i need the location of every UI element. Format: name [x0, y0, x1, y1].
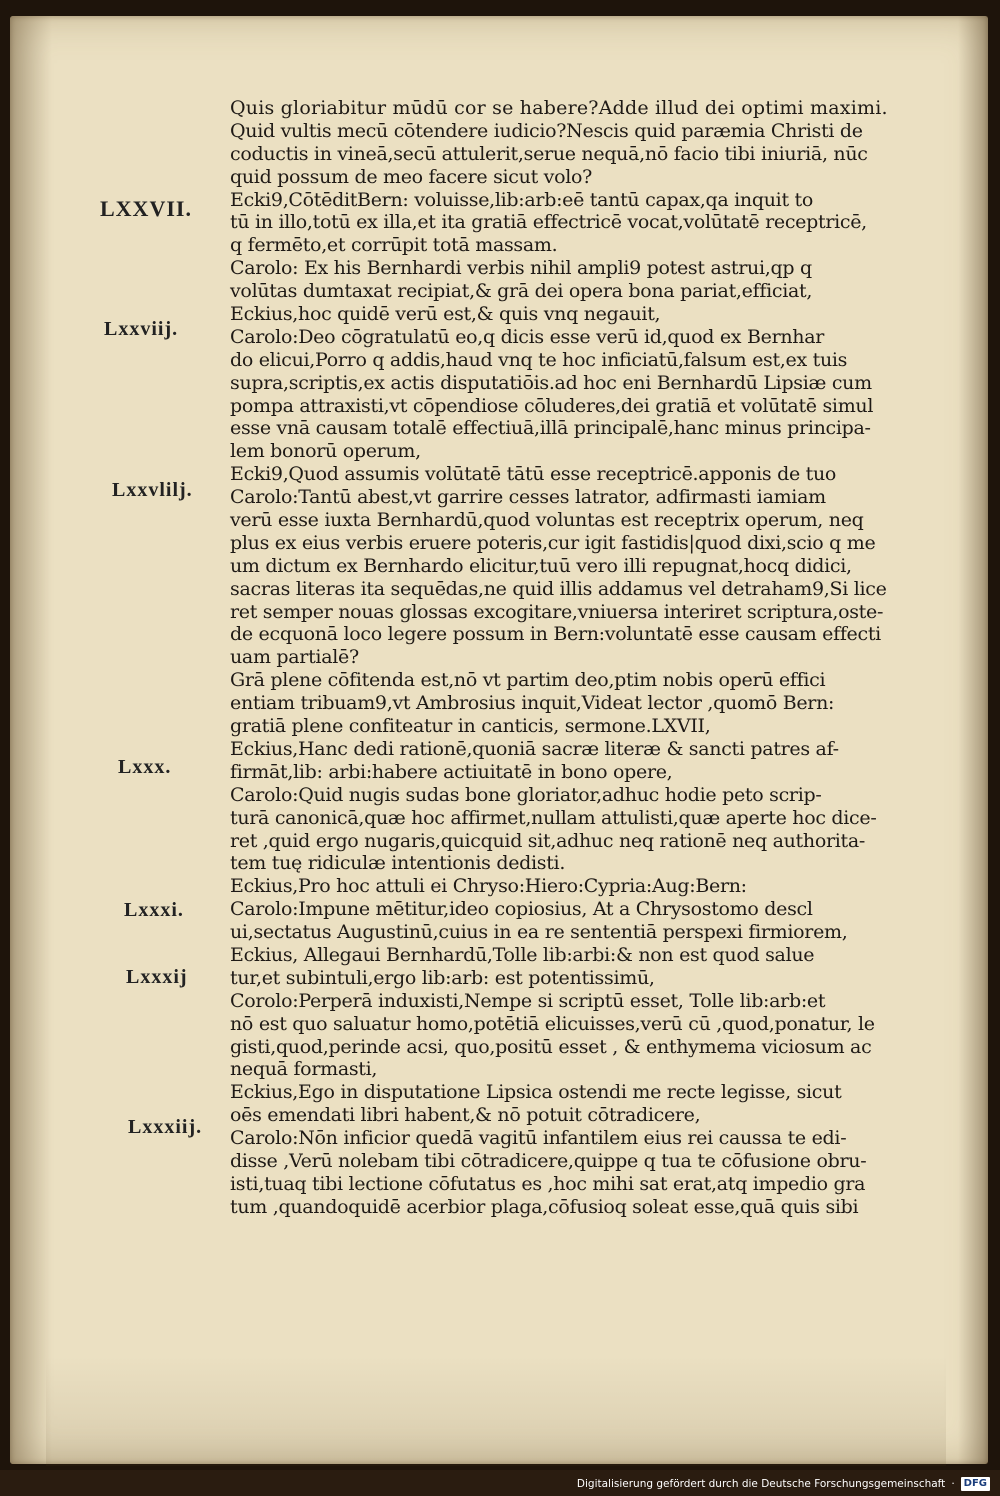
text-line: Quis gloriabitur mūdū cor se habere?Adde illud dei optimi maximi. [230, 97, 888, 119]
marginal-note: Lxxx. [118, 756, 172, 778]
page-fold-shadow [10, 16, 52, 1464]
attribution-separator: · [951, 1478, 955, 1490]
text-line: turā canonicā,quæ hoc affirmet,nullam attulisti,quæ aperte hoc dice- [230, 806, 877, 829]
text-line: tem tuę ridiculæ intentionis dedisti. [230, 852, 566, 875]
text-line: disse ,Verū nolebam tibi cōtradicere,quippe q tua te cōfusione obru- [230, 1149, 867, 1172]
text-line: ret semper nouas glossas excogitare,vniuersa interiret scriptura,oste- [230, 600, 884, 623]
text-line: Ecki9,CōtēditBern: voluisse,lib:arb:eē tantū capax,qa inquit to [230, 188, 813, 211]
text-line: tur,et subintuli,ergo lib:arb: est potentissimū, [230, 966, 655, 989]
text-line: Eckius,Ego in disputatione Lipsica ostendi me recte legisse, sicut [230, 1081, 842, 1104]
text-line: verū esse iuxta Bernhardū,quod voluntas est receptrix operum, neq [230, 509, 864, 532]
page-bottom-tone [46, 1356, 946, 1466]
footer-attribution [577, 1474, 990, 1494]
text-line: lem bonorū operum, [230, 440, 421, 463]
text-line: isti,tuaq tibi lectione cōfutatus es ,hoc mihi sat erat,atq impedio gra [230, 1172, 866, 1195]
text-line: plus ex eius verbis eruere poteris,cur igit fastidis|quod dixi,scio q me [230, 531, 876, 554]
text-line: esse vnā causam totalē effectiuā,illā principalē,hanc minus principa- [230, 417, 871, 440]
text-line: Carolo:Impune mētitur,ideo copiosius, At a Chrysostomo descl [230, 898, 813, 921]
text-line: firmāt,lib: arbi:habere actiuitatē in bono opere, [230, 760, 673, 783]
marginal-note: Lxxxi. [124, 899, 184, 921]
text-line: Carolo:Tantū abest,vt garrire cesses latrator, adfirmasti iamiam [230, 486, 826, 509]
text-line: do elicui,Porro q addis,haud vnq te hoc inficiatū,falsum est,ex tuis [230, 348, 848, 371]
text-line: Carolo:Nōn inficior quedā vagitū infantilem eius rei caussa te edi- [230, 1127, 847, 1150]
text-line: de ecquonā loco legere possum in Bern:voluntatē esse causam effecti [230, 623, 881, 646]
marginal-note: LXXVII. [100, 196, 192, 221]
page-edge-shadow [958, 16, 988, 1464]
text-line: ui,sectatus Augustinū,cuius in ea re sententiā perspexi firmiorem, [230, 921, 848, 944]
dfg-logo: DFG [961, 1477, 990, 1491]
text-line: volūtas dumtaxat recipiat,& grā dei opera bona pariat,efficiat, [230, 280, 813, 303]
text-line: coductis in vineā,secū attulerit,serue nequā,nō facio tibi iniuriā, nūc [230, 142, 868, 165]
marginal-note: Lxxxij [126, 966, 188, 988]
text-line: Carolo:Deo cōgratulatū eo,q dicis esse verū id,quod ex Bernhar [230, 325, 825, 348]
text-line: Ecki9,Quod assumis volūtatē tātū esse receptricē.apponis de tuo [230, 463, 837, 486]
text-line: sacras literas ita sequēdas,ne quid illis addamus vel detraham9,Si lice [230, 577, 887, 600]
text-line: ret ,quid ergo nugaris,quicquid sit,adhuc neq rationē neq authorita- [230, 829, 866, 852]
attribution-text: Digitalisierung gefördert durch die Deutsche Forschungsgemeinschaft [576, 1478, 946, 1490]
marginal-note: Lxxviij. [104, 318, 179, 340]
text-line: Eckius,Pro hoc attuli ei Chryso:Hiero:Cypria:Aug:Bern: [230, 875, 747, 898]
text-line: q fermēto,et corrūpit totā massam. [230, 234, 558, 257]
text-line: nō est quo saluatur homo,potētiā elicuisses,verū cū ,quod,ponatur, le [230, 1012, 875, 1035]
text-line: um dictum ex Bernhardo elicitur,tuū vero illi repugnat,hocq didici, [230, 554, 852, 577]
text-line: Grā plene cōfitenda est,nō vt partim deo,ptim nobis operū effici [230, 669, 826, 692]
text-line: supra,scriptis,ex actis disputatiōis.ad hoc eni Bernhardū Lipsiæ cum [230, 371, 872, 394]
text-line: entiam tribuam9,vt Ambrosius inquit,Videat lector ,quomō Bern: [230, 692, 835, 715]
text-line: uam partialē? [230, 646, 359, 669]
text-line: Corolo:Perperā induxisti,Nempe si scriptū esset, Tolle lib:arb:et [230, 989, 826, 1012]
marginal-note: Lxxxiij. [128, 1116, 203, 1138]
text-line: tū in illo,totū ex illa,et ita gratiā effectricē vocat,volūtatē receptricē, [230, 211, 867, 234]
text-line: gratiā plene confiteatur in canticis, sermone.LXVII, [230, 715, 711, 738]
text-line: Quid vultis mecū cōtendere iudicio?Nescis quid paræmia Christi de [230, 119, 863, 142]
text-line: gisti,quod,perinde acsi, quo,positū esset , & enthymema viciosum ac [230, 1035, 872, 1058]
text-line: pompa attraxisti,vt cōpendiose cōluderes,dei gratiā et volūtatē simul [230, 394, 874, 417]
marginal-note: Lxxvlilj. [112, 479, 193, 501]
text-line: Eckius, Allegaui Bernhardū,Tolle lib:arbi:& non est quod salue [230, 943, 815, 966]
text-line: Eckius,Hanc dedi rationē,quoniā sacræ literæ & sancti patres af- [230, 737, 839, 760]
text-line: Carolo:Quid nugis sudas bone gloriator,adhuc hodie peto scrip- [230, 783, 822, 806]
text-line: Carolo: Ex his Bernhardi verbis nihil ampli9 potest astrui,qp q [230, 257, 812, 280]
text-line: quid possum de meo facere sicut volo? [230, 165, 593, 188]
text-line: Eckius,hoc quidē verū est,& quis vnq negauit, [230, 303, 661, 326]
text-line: tum ,quandoquidē acerbior plaga,cōfusioq soleat esse,quā quis sibi [230, 1195, 859, 1218]
main-text-block [230, 97, 910, 1219]
text-line: nequā formasti, [230, 1058, 378, 1081]
text-line: oēs emendati libri habent,& nō potuit cōtradicere, [230, 1104, 701, 1127]
